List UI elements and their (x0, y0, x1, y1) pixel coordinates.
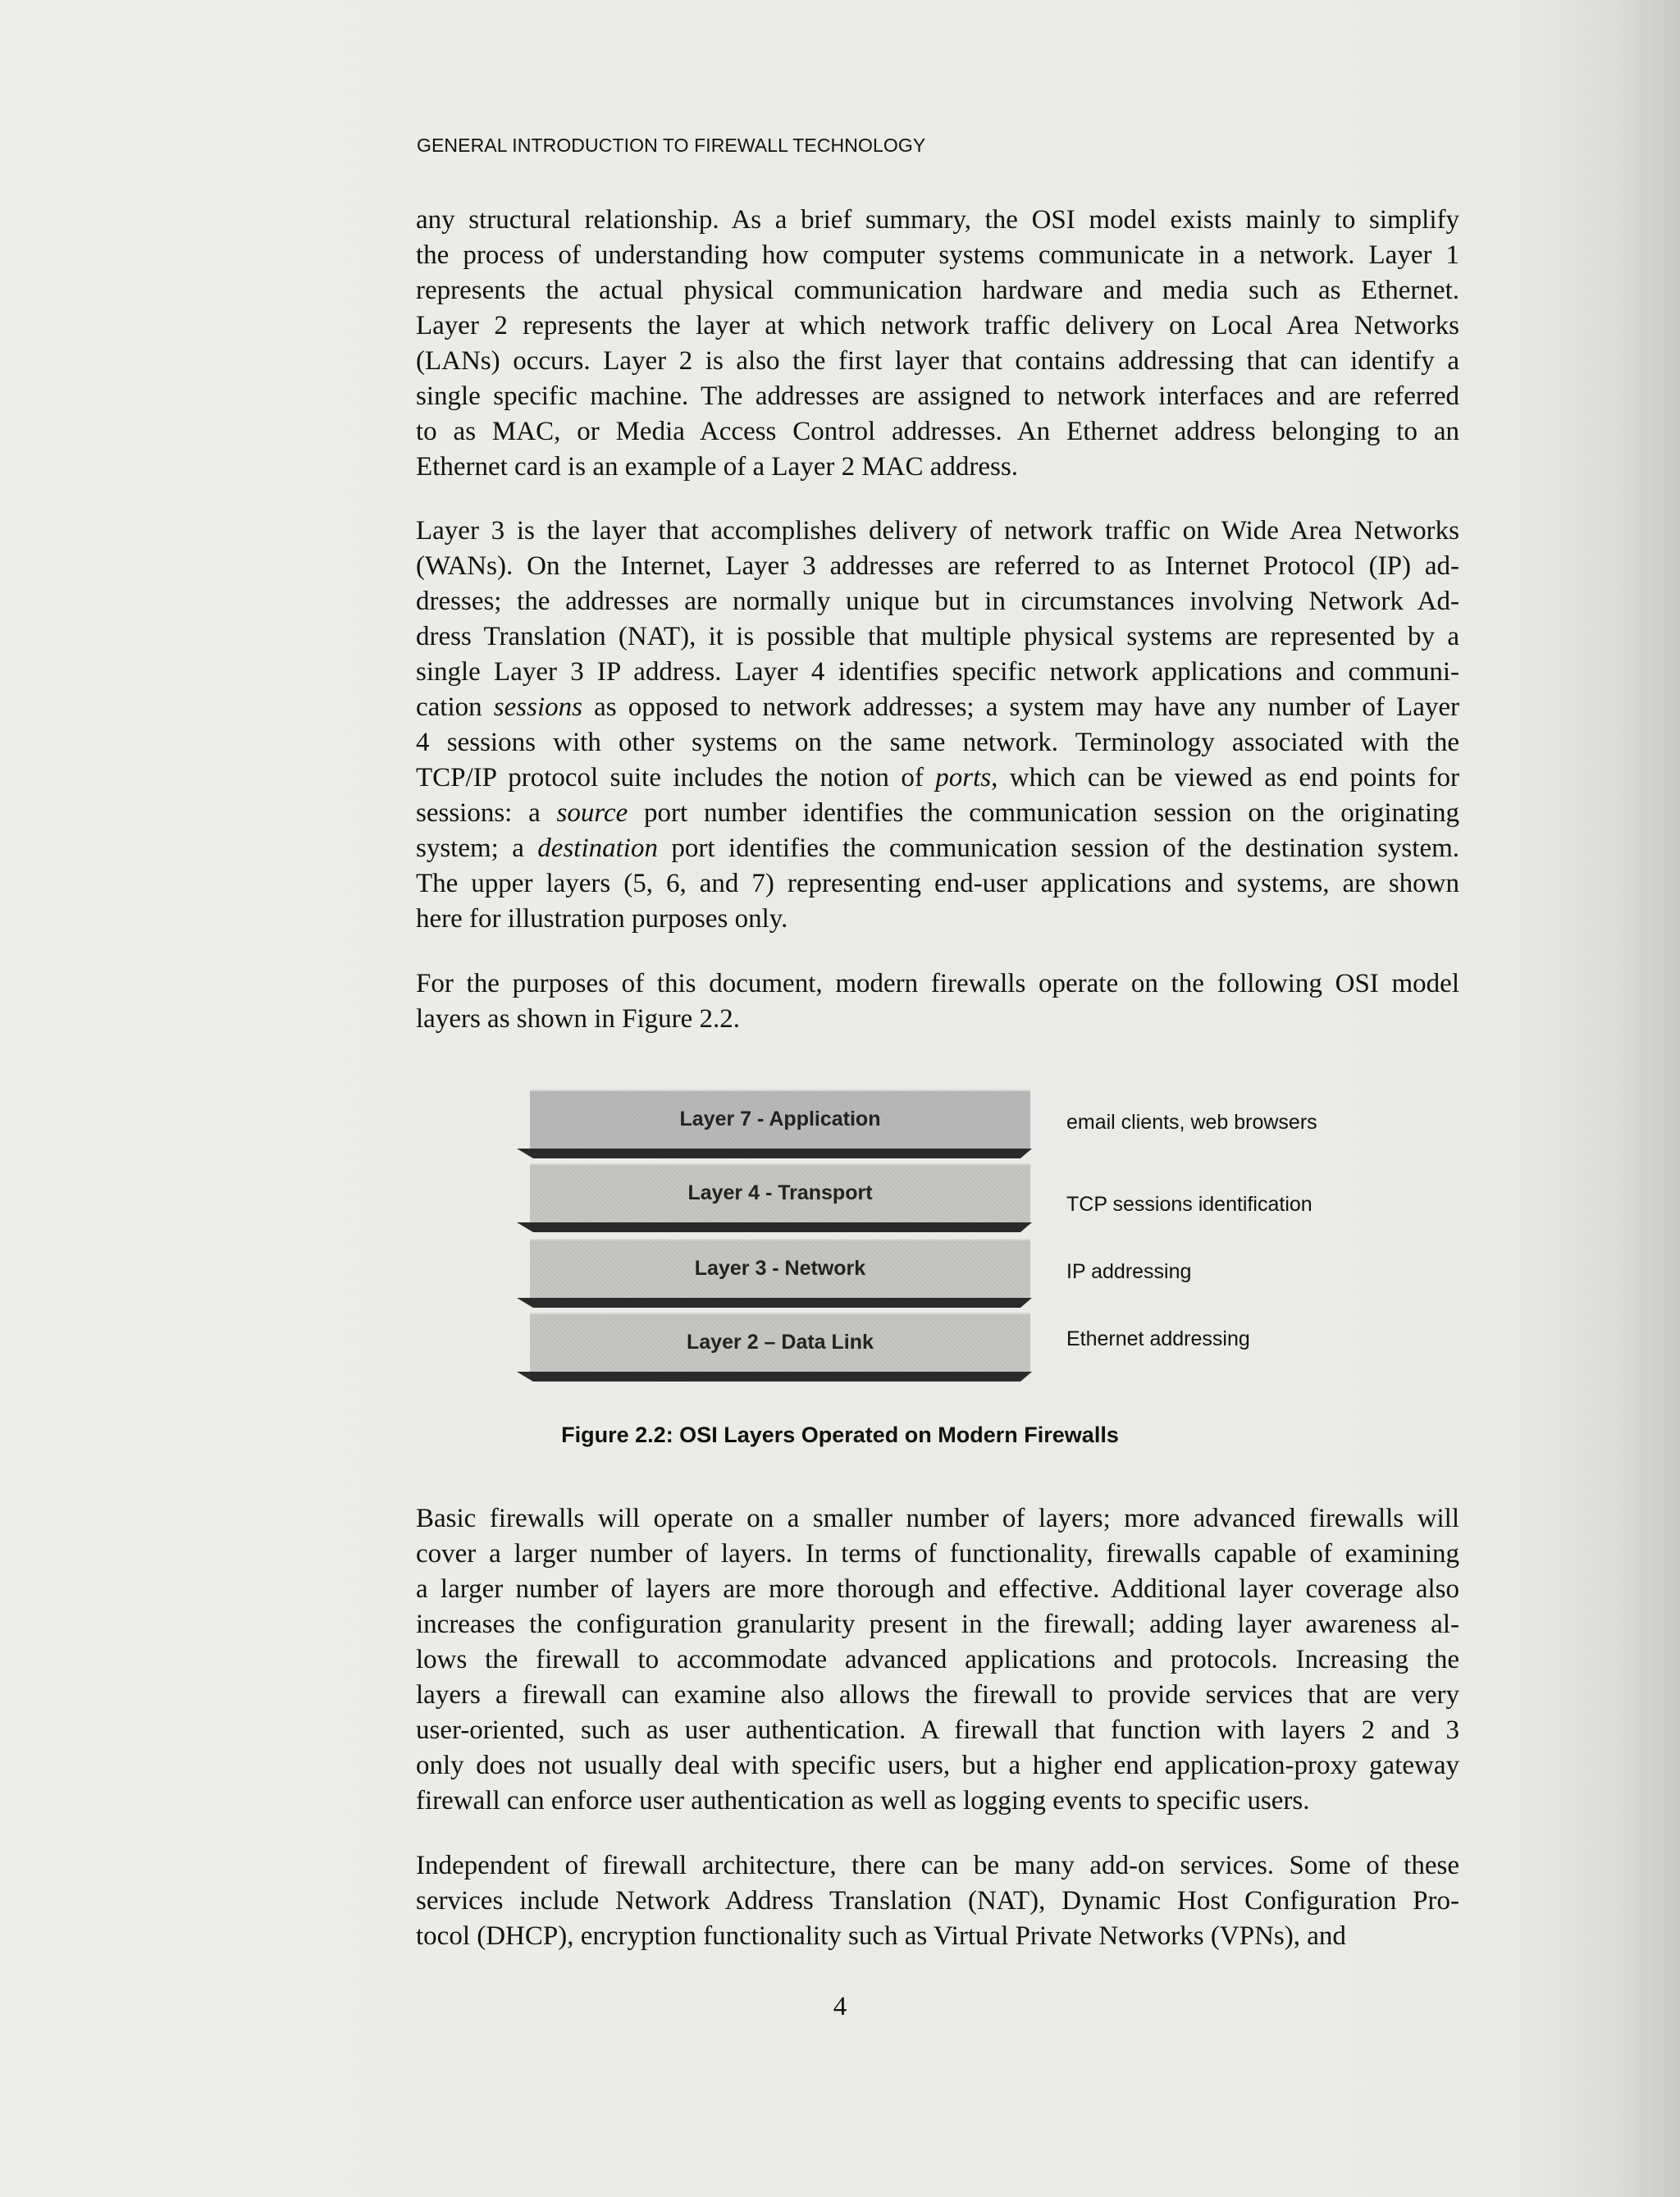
text-line: lows the firewall to accommodate advanced applications and protocols. Increasing the (416, 1645, 1459, 1674)
text-line: only does not usually deal with specific users, but a higher end application-proxy gateway (416, 1751, 1459, 1780)
text-line: cation sessions as opposed to network addresses; a system may have any number of Layer (416, 692, 1459, 722)
text-line: (WANs). On the Internet, Layer 3 addresses are referred to as Internet Protocol (IP) ad- (416, 551, 1459, 581)
layer-block-network (530, 1239, 1030, 1299)
text-line: (LANs) occurs. Layer 2 is also the first layer that contains addressing that can identify a (416, 346, 1459, 376)
paragraph-figure-intro (416, 966, 1459, 1037)
text-line: layers as shown in Figure 2.2. (416, 1004, 741, 1034)
layer-block-data-link (530, 1313, 1030, 1373)
text-line: For the purposes of this document, modern firewalls operate on the following OSI model (416, 969, 1459, 998)
paragraph-firewall-layers (416, 1501, 1459, 1819)
layer-base-line (517, 1222, 1032, 1232)
text-line: Layer 2 represents the layer at which network traffic delivery on Local Area Networks (416, 311, 1459, 340)
layer-description: IP addressing (1066, 1260, 1192, 1283)
text-line: to as MAC, or Media Access Control addresses. An Ethernet address belonging to an (416, 417, 1459, 446)
text-line: dresses; the addresses are normally unique but in circumstances involving Network Ad- (416, 587, 1459, 616)
layer-label: Layer 4 - Transport (687, 1181, 873, 1204)
text-line: user-oriented, such as user authentication. A firewall that function with layers 2 and 3 (416, 1715, 1459, 1745)
text-line: system; a destination port identifies the communication session of the destination system. (416, 834, 1460, 863)
text-line: represents the actual physical communication hardware and media such as Ethernet. (416, 276, 1459, 305)
text-line: tocol (DHCP), encryption functionality such as Virtual Private Networks (VPNs), and (416, 1921, 1346, 1951)
text-line: here for illustration purposes only. (416, 904, 788, 934)
osi-layers-figure (517, 1089, 1403, 1401)
layer-base-line (517, 1372, 1032, 1382)
layer-block-application (530, 1089, 1030, 1150)
text-line: services include Network Address Translation (NAT), Dynamic Host Configuration Pro- (416, 1886, 1459, 1916)
layer-base-line (517, 1298, 1032, 1308)
layer-label: Layer 2 – Data Link (687, 1331, 874, 1354)
text-line: 4 sessions with other systems on the same network. Terminology associated with the (416, 728, 1459, 757)
text-line: Basic firewalls will operate on a smaller number of layers; more advanced firewalls will (416, 1504, 1459, 1533)
text-line: TCP/IP protocol suite includes the notion of ports, which can be viewed as end points for (416, 763, 1459, 792)
paragraph-osi-summary (416, 203, 1459, 485)
text-line: any structural relationship. As a brief summary, the OSI model exists mainly to simplify (416, 205, 1459, 235)
text-line: cover a larger number of layers. In terms of functionality, firewalls capable of examining (416, 1539, 1459, 1569)
layer-base-line (517, 1149, 1032, 1158)
text-line: a larger number of layers are more thorough and effective. Additional layer coverage also (416, 1574, 1459, 1604)
text-line: Independent of firewall architecture, there can be many add-on services. Some of these (416, 1851, 1459, 1880)
text-line: single Layer 3 IP address. Layer 4 identifies specific network applications and communi- (416, 657, 1459, 687)
text-line: sessions: a source port number identifies the communication session on the originating (416, 798, 1460, 828)
text-line: single specific machine. The addresses are assigned to network interfaces and are referred (416, 381, 1459, 411)
text-line: dress Translation (NAT), it is possible that multiple physical systems are represented by a (416, 622, 1459, 651)
layer-description: Ethernet addressing (1066, 1327, 1250, 1350)
paragraph-layer-3-4 (416, 514, 1459, 937)
text-line: Ethernet card is an example of a Layer 2 MAC address. (416, 452, 1018, 482)
layer-description: TCP sessions identification (1066, 1193, 1312, 1216)
layer-block-transport (530, 1163, 1030, 1224)
running-head: GENERAL INTRODUCTION TO FIREWALL TECHNOLOGY (417, 135, 926, 156)
text-line: firewall can enforce user authentication as well as logging events to specific users. (416, 1786, 1310, 1816)
text-line: layers a firewall can examine also allows the firewall to provide services that are very (416, 1680, 1459, 1710)
paragraph-add-on-services (416, 1848, 1459, 1954)
page-number: 4 (833, 1992, 847, 2021)
text-line: The upper layers (5, 6, and 7) representing end-user applications and systems, are shown (416, 869, 1459, 898)
layer-label: Layer 3 - Network (694, 1257, 866, 1280)
text-line: the process of understanding how computer systems communicate in a network. Layer 1 (416, 240, 1459, 270)
layer-description: email clients, web browsers (1066, 1111, 1317, 1134)
text-line: increases the configuration granularity present in the firewall; adding layer awareness al- (416, 1610, 1459, 1639)
figure-caption: Figure 2.2: OSI Layers Operated on Modern Firewalls (561, 1423, 1119, 1447)
layer-label: Layer 7 - Application (679, 1108, 881, 1130)
text-line: Layer 3 is the layer that accomplishes delivery of network traffic on Wide Area Networks (416, 516, 1459, 546)
